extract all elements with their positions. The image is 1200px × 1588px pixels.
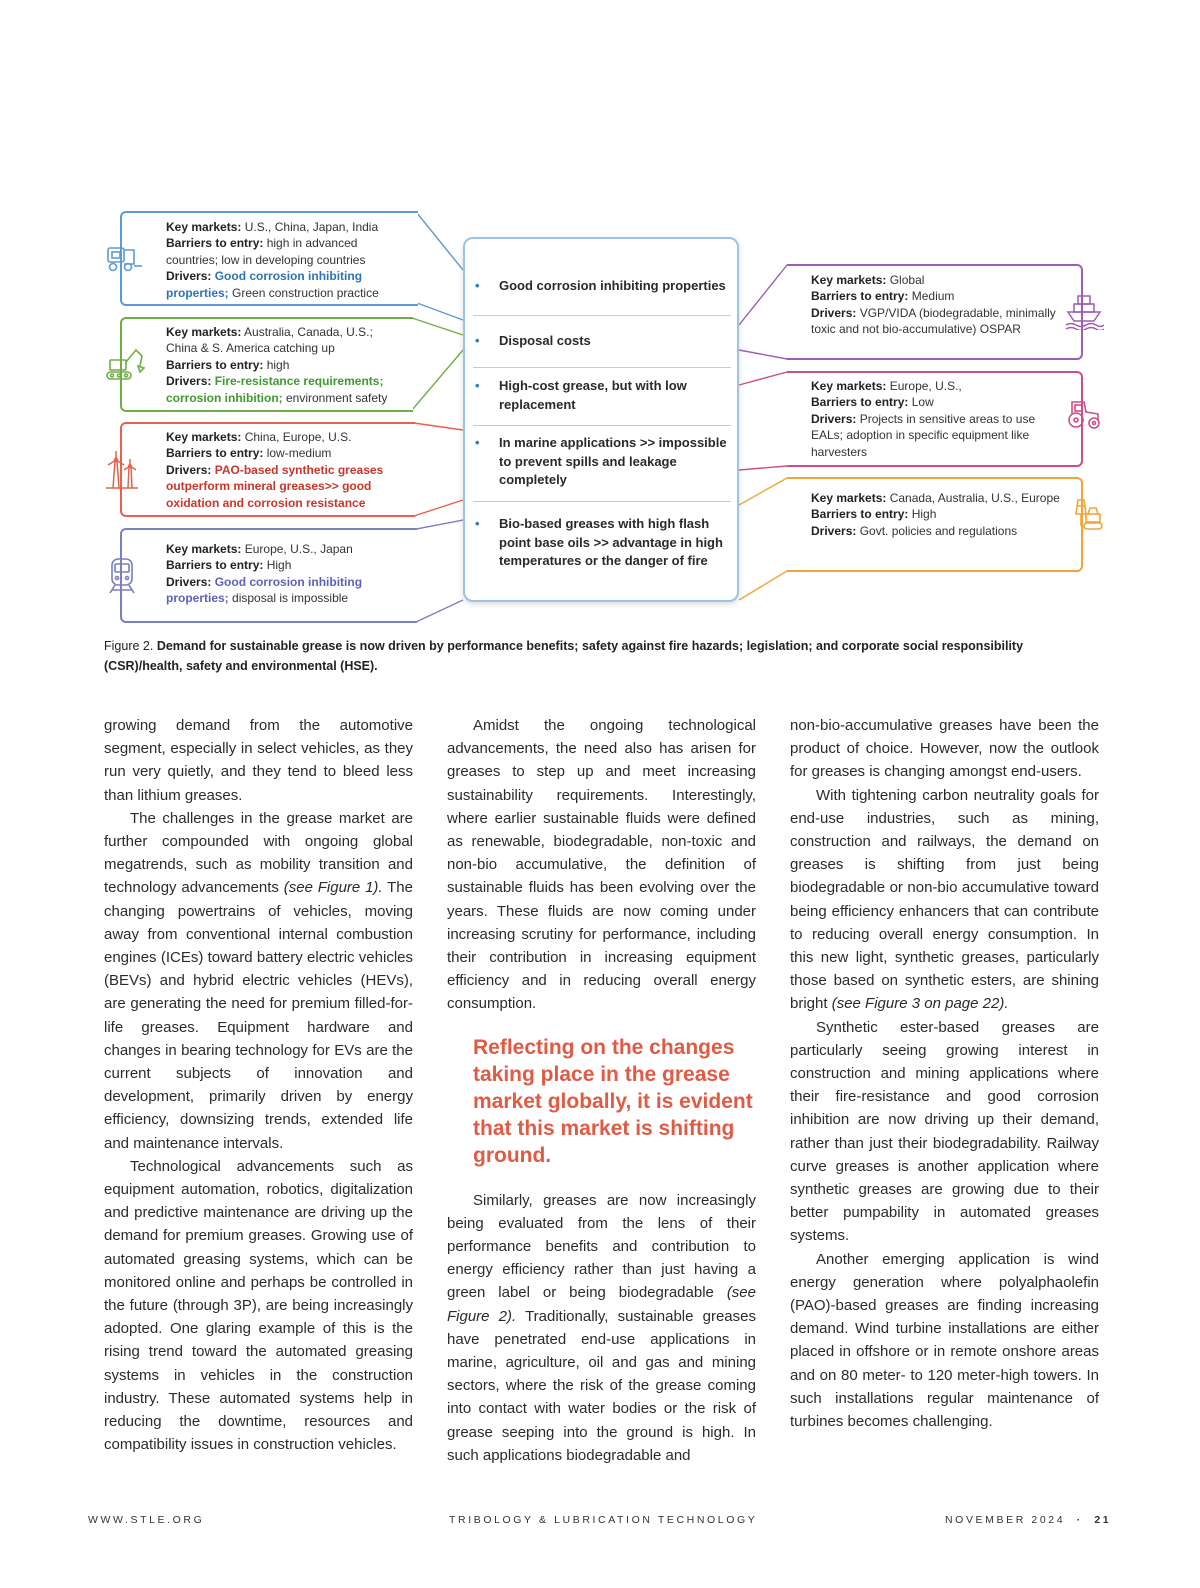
center-item-4: • In marine applications >> impossible to prevent spills and leakage completely bbox=[475, 435, 727, 488]
article-column-2 bbox=[447, 714, 756, 1467]
connector-green-b bbox=[412, 350, 463, 410]
figure-reference: (see Figure 1). bbox=[283, 879, 383, 897]
figure-caption bbox=[104, 637, 1104, 676]
center-item-1: • Good corrosion inhibiting properties bbox=[475, 278, 726, 293]
paragraph: Synthetic ester-based greases are particularly seeing growing interest in construction and mining applications where their fire-resistance and good corrosion inhibition are now driving up their demand, rather than just their biodegradability. Railway curve greases is another application where synthetic greases are growing due to their better pumpability in automated greases systems. bbox=[790, 1018, 1099, 1245]
left-box-3-text: Key markets: China, Europe, U.S. Barriers to entry: low-medium Drivers: PAO-based synthetic greases outperform mineral greases>> good oxidation and corrosion resistance bbox=[166, 430, 384, 510]
connector-purple-b bbox=[416, 600, 463, 622]
paragraph: Another emerging application is wind energy generation where polyalphaolefin (PAO)-based greases are finding increasing demand. Wind turbine installations are either placed in offshore or in remote onshore areas and on 80 meter- to 120 meter-high towers. In such installations regular maintenance of turbines becomes challenging. bbox=[790, 1250, 1099, 1431]
connector-blue-b bbox=[417, 303, 463, 320]
drilling-rig-icon bbox=[1064, 496, 1104, 532]
article-column-3 bbox=[790, 714, 1099, 1433]
issue-date: NOVEMBER 2024 bbox=[945, 1514, 1066, 1526]
left-box-1-text: Key markets: U.S., China, Japan, India Barriers to entry: high in advanced countries; low in developing countries Drivers: Good corrosion inhibiting properties; Green construction practice bbox=[166, 220, 379, 300]
wind-turbine-icon bbox=[104, 450, 140, 490]
paragraph: The challenges in the grease market are further compounded with ongoing global megatrends, such as mobility transition and technology advancements (see Figure 1). The changing powertrains of vehicles, moving away from conventional internal combustion engines (ICEs) toward battery electric vehicles (BEVs) and hybrid electric vehicles (HEVs), are generating the need for premium filled-for-life greases. Equipment hardware and changes in bearing technology for EVs are the current subjects of innovation and development, primarily driven by energy efficiency, downsizing trends, extended life and maintenance intervals. bbox=[104, 809, 413, 1152]
connector-pink-b bbox=[739, 466, 787, 470]
connector-orange bbox=[739, 478, 787, 505]
footer-publication: TRIBOLOGY & LUBRICATION TECHNOLOGY bbox=[449, 1514, 758, 1526]
paragraph: growing demand from the automotive segment, especially in select vehicles, as they run very quietly, and they tend to bleed less than lithium greases. bbox=[104, 717, 413, 804]
connector-pink bbox=[739, 372, 787, 385]
paragraph: Amidst the ongoing technological advancements, the need also has arisen for greases to step up and meet increasing sustainability requirements. Interestingly, where earlier sustainable fluids were defined as renewable, biodegradable, non-toxic and non-bio accumulative, the definition of sustainable fluids has been evolving over the years. These fluids are now coming under increasing scrutiny for performance, including their contribution in increasing equipment efficiency and in reducing overall energy consumption. bbox=[447, 717, 756, 1013]
right-box-2-text: Key markets: Europe, U.S., Barriers to entry: Low Drivers: Projects in sensitive areas to use EALs; adoption in specific equipment like harvesters bbox=[811, 379, 1036, 459]
center-item-3: • High-cost grease, but with low replacement bbox=[475, 378, 687, 412]
right-box-1-text: Key markets: Global Barriers to entry: Medium Drivers: VGP/VIDA (biodegradable, minimally toxic and not bio-accumulative) OSPAR bbox=[811, 273, 1056, 337]
figure-2 bbox=[0, 0, 1200, 673]
pull-quote: Reflecting on the changes taking place in the grease market globally, it is evident that this market is shifting ground. bbox=[473, 1035, 753, 1167]
caption-label: Figure 2. bbox=[104, 639, 154, 653]
train-icon bbox=[106, 556, 138, 596]
footer-separator: · bbox=[1076, 1514, 1083, 1526]
left-box-4-text: Key markets: Europe, U.S., Japan Barriers to entry: High Drivers: Good corrosion inhibiting properties; disposal is impossible bbox=[166, 542, 363, 606]
tractor-icon bbox=[1064, 398, 1102, 430]
paragraph: Technological advancements such as equipment automation, robotics, digitalization and predictive maintenance are driving up the demand for premium greases. Growing use of automated greasing systems, which can be monitored online and perhaps be controlled in the future (through 3P), are being increasingly adopted. One glaring example of this is the rising trend toward the automated greasing systems in vehicles in the construction industry. These automated systems help in reducing the downtime, resources and compatibility issues in construction vehicles. bbox=[104, 1157, 413, 1454]
connector-red-b bbox=[414, 500, 463, 516]
center-item-2: • Disposal costs bbox=[475, 333, 591, 348]
caption-text: Demand for sustainable grease is now driven by performance benefits; safety against fire hazards; legislation; and corporate social responsibility (CSR)/health, safety and environmental (HSE). bbox=[104, 639, 1024, 673]
connector-orange-b bbox=[739, 571, 787, 600]
page-number: 21 bbox=[1094, 1514, 1112, 1526]
center-benefits-panel bbox=[463, 237, 739, 602]
divider bbox=[473, 501, 731, 502]
center-item-5: • Bio-based greases with high flash point base oils >> advantage in high temperatures or the danger of fire bbox=[475, 516, 723, 569]
figure-reference: (see Figure 3 on page 22). bbox=[831, 995, 1009, 1013]
connector-magenta-b bbox=[739, 350, 787, 359]
right-box-3-text: Key markets: Canada, Australia, U.S., Europe Barriers to entry: High Drivers: Govt. policies and regulations bbox=[811, 491, 1060, 538]
connector-red bbox=[414, 423, 463, 430]
article-column-1 bbox=[104, 714, 413, 1457]
connector-blue bbox=[417, 213, 463, 270]
excavator-icon bbox=[104, 346, 146, 382]
divider bbox=[473, 315, 731, 316]
forklift-icon bbox=[104, 242, 144, 274]
left-box-2-text: Key markets: Australia, Canada, U.S.; China & S. America catching up Barriers to entry: high Drivers: Fire-resistance requirements; corrosion inhibition; environment safety bbox=[166, 325, 388, 405]
connector-purple bbox=[416, 520, 463, 529]
ship-icon bbox=[1064, 290, 1104, 330]
connector-magenta bbox=[739, 265, 787, 325]
paragraph: With tightening carbon neutrality goals for end-use industries, such as mining, construction and railways, the demand on greases is shifting from just being biodegradable or non-bio accumulative toward being efficiency enhancers that can contribute to reducing overall energy consumption. In this new light, synthetic greases, particularly those based on synthetic esters, are shining bright (see Figure 3 on page 22). bbox=[790, 786, 1099, 1013]
footer-website: WWW.STLE.ORG bbox=[88, 1514, 205, 1526]
connector-green bbox=[412, 318, 463, 335]
footer-issue bbox=[945, 1514, 1111, 1526]
paragraph: non-bio-accumulative greases have been the product of choice. However, now the outlook for greases is changing amongst end-users. bbox=[790, 717, 1099, 781]
figure-reference: (see Figure 2). bbox=[447, 1284, 756, 1325]
divider bbox=[473, 425, 731, 426]
paragraph: Similarly, greases are now increasingly being evaluated from the lens of their performance benefits and contribution to energy efficiency rather than just having a green label or being biodegradable (see Figure 2). Traditionally, sustainable greases have penetrated end-use applications in marine, agriculture, oil and gas and mining sectors, where the risk of the grease coming into contact with water bodies or the risk of grease seeping into the ground is high. In such applications biodegradable and bbox=[447, 1191, 756, 1464]
divider bbox=[473, 367, 731, 368]
